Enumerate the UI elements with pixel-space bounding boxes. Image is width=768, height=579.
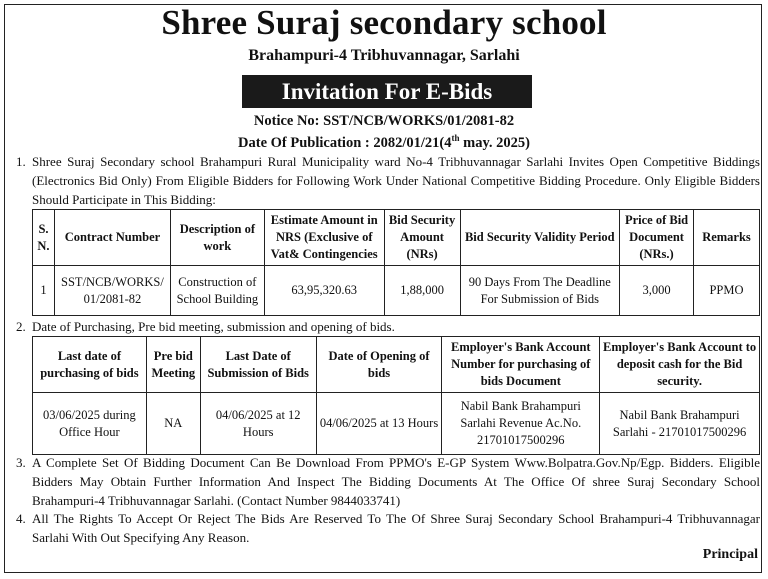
paragraph-number: 3. (16, 455, 26, 470)
col-bank-security: Employer's Bank Account to deposit cash for the Bid security. (600, 337, 760, 393)
table-row (33, 266, 760, 316)
cell-bank-purchase: Nabil Bank Brahampuri Sarlahi Revenue Ac.No. 21701017500296 (442, 393, 600, 455)
schedule-table (32, 336, 760, 455)
cell-bid-security: 1,88,000 (384, 266, 460, 316)
pub-date-suffix: may. 2025) (459, 134, 530, 151)
table-header-row (33, 210, 760, 266)
col-contract-number: Contract Number (54, 210, 170, 266)
paragraph-text: A Complete Set Of Bidding Document Can Be Download From PPMO's E-GP System Www.Bolpatra.Gov.Np/Egp. Bidders. Eligible Bidders May Obtain Further Information And Inspect The Bidding Documents At The Office Of shree Suraj Secondary School Brahampuri-4 Tribhuvannagar Sarlahi. (Contact Number 9844033741) (32, 455, 760, 508)
cell-estimate: 63,95,320.63 (264, 266, 384, 316)
paragraph-4 (16, 509, 760, 547)
cell-sn: 1 (33, 266, 55, 316)
col-bid-security: Bid Security Amount (NRs) (384, 210, 460, 266)
col-submission: Last Date of Submission of Bids (200, 337, 316, 393)
paragraph-3 (16, 453, 760, 510)
col-price: Price of Bid Document (NRs.) (620, 210, 694, 266)
paragraph-1 (16, 152, 760, 209)
cell-opening: 04/06/2025 at 13 Hours (316, 393, 442, 455)
col-opening: Date of Opening of bids (316, 337, 442, 393)
contract-table (32, 209, 760, 316)
paragraph-2 (16, 317, 760, 336)
cell-last-purchase: 03/06/2025 during Office Hour (33, 393, 147, 455)
cell-price: 3,000 (620, 266, 694, 316)
col-bank-purchase: Employer's Bank Account Number for purchasing of bids Document (442, 337, 600, 393)
pub-date-sup: th (451, 133, 460, 143)
school-address: Brahampuri-4 Tribhuvannagar, Sarlahi (248, 47, 520, 64)
signatory: Principal (702, 547, 758, 562)
col-prebid: Pre bid Meeting (146, 337, 200, 393)
notice-banner: Invitation For E-Bids (242, 75, 532, 108)
school-name: Shree Suraj secondary school (161, 3, 607, 42)
paragraph-text: Date of Purchasing, Pre bid meeting, submission and opening of bids. (32, 319, 395, 334)
paragraph-number: 1. (16, 154, 26, 169)
cell-bank-security: Nabil Bank Brahampuri Sarlahi - 21701017500296 (600, 393, 760, 455)
pub-date-prefix: Date Of Publication : 2082/01/21(4 (238, 134, 452, 151)
cell-submission: 04/06/2025 at 12 Hours (200, 393, 316, 455)
col-last-purchase: Last date of purchasing of bids (33, 337, 147, 393)
paragraph-number: 2. (16, 319, 26, 334)
col-validity: Bid Security Validity Period (460, 210, 620, 266)
paragraph-text: Shree Suraj Secondary school Brahampuri Rural Municipality ward No-4 Tribhuvannagar Sarlahi Invites Open Competitive Biddings (Electronics Bid Only) From Eligible Bidders for Following Work Under National Competitive Bidding Procedure. Only Eligible Bidders Should Participate in This Bidding: (32, 154, 760, 207)
notice-number: Notice No: SST/NCB/WORKS/01/2081-82 (253, 113, 515, 129)
cell-description: Construction of School Building (170, 266, 264, 316)
cell-remarks: PPMO (694, 266, 760, 316)
paragraph-number: 4. (16, 511, 26, 526)
cell-prebid: NA (146, 393, 200, 455)
table-header-row (33, 337, 760, 393)
cell-validity: 90 Days From The Deadline For Submission of Bids (460, 266, 620, 316)
col-description: Description of work (170, 210, 264, 266)
col-sn: S. N. (33, 210, 55, 266)
cell-contract-number: SST/NCB/WORKS/ 01/2081-82 (54, 266, 170, 316)
paragraph-text: All The Rights To Accept Or Reject The Bids Are Reserved To The Of Shree Suraj Secondary School Brahampuri-4 Tribhuvannagar Sarlahi With Out Specifying Any Reason. (32, 511, 760, 545)
col-remarks: Remarks (694, 210, 760, 266)
publication-date (0, 133, 768, 152)
table-row (33, 393, 760, 455)
col-estimate: Estimate Amount in NRS (Exclusive of Vat& Contingencies (264, 210, 384, 266)
